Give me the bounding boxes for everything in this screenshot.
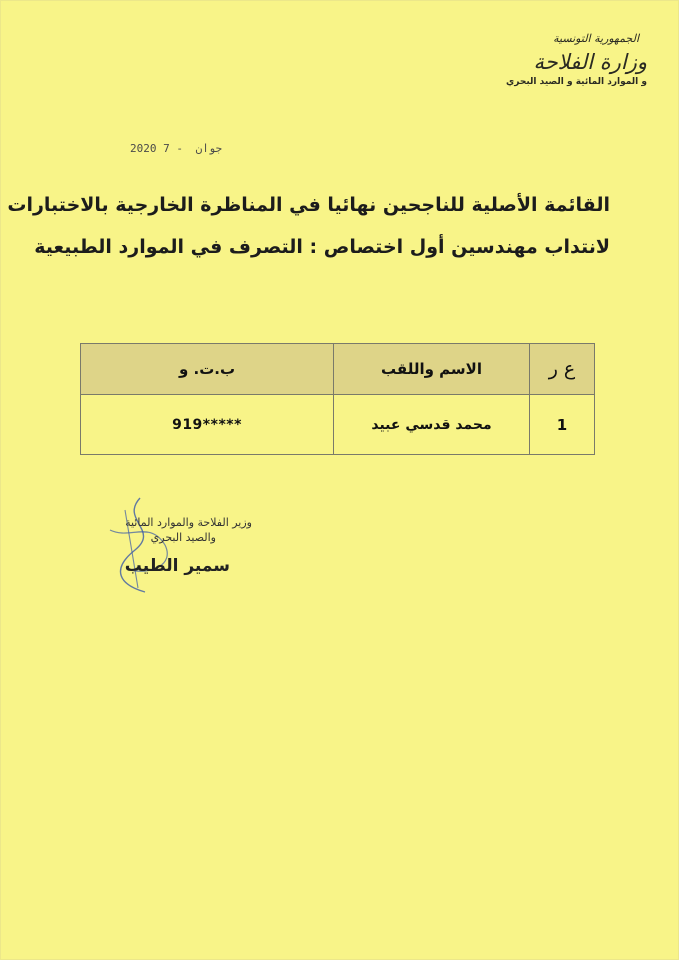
row-id: 919*****	[81, 395, 334, 455]
signatory-title-line1: وزير الفلاحة والموارد المائية	[125, 516, 252, 529]
date-stamp	[130, 142, 228, 155]
document-title-line2: لانتداب مهندسين أول اختصاص : التصرف في الموارد الطبيعية	[34, 236, 610, 258]
header-num: ع ر	[530, 344, 595, 395]
results-table	[80, 343, 595, 455]
ministry-header	[487, 32, 647, 87]
row-name: محمد قدسي عبيد	[334, 395, 530, 455]
ministry-subtitle: و الموارد المائية و الصيد البحري	[506, 77, 647, 87]
ministry-name: وزارة الفلاحة	[533, 50, 647, 74]
table-row	[81, 395, 595, 455]
signatory-title-line2: والصيد البحري	[150, 531, 216, 544]
row-num: 1	[530, 395, 595, 455]
signature-block	[82, 516, 252, 576]
date-month: جوان	[195, 142, 223, 155]
header-id: ب.ت. و	[81, 344, 334, 395]
document-title-line1: القائمة الأصلية للناجحين نهائيا في المناظرة الخارجية بالاختبارات	[7, 194, 610, 216]
date-separator: -	[176, 142, 183, 155]
date-year: 2020	[130, 142, 157, 155]
date-day: 7	[163, 142, 170, 155]
table-header-row	[81, 344, 595, 395]
header-name: الاسم واللقب	[334, 344, 530, 395]
signatory-name: سمير الطيب	[124, 556, 230, 576]
republic-label: الجمهورية التونسية	[553, 32, 639, 45]
